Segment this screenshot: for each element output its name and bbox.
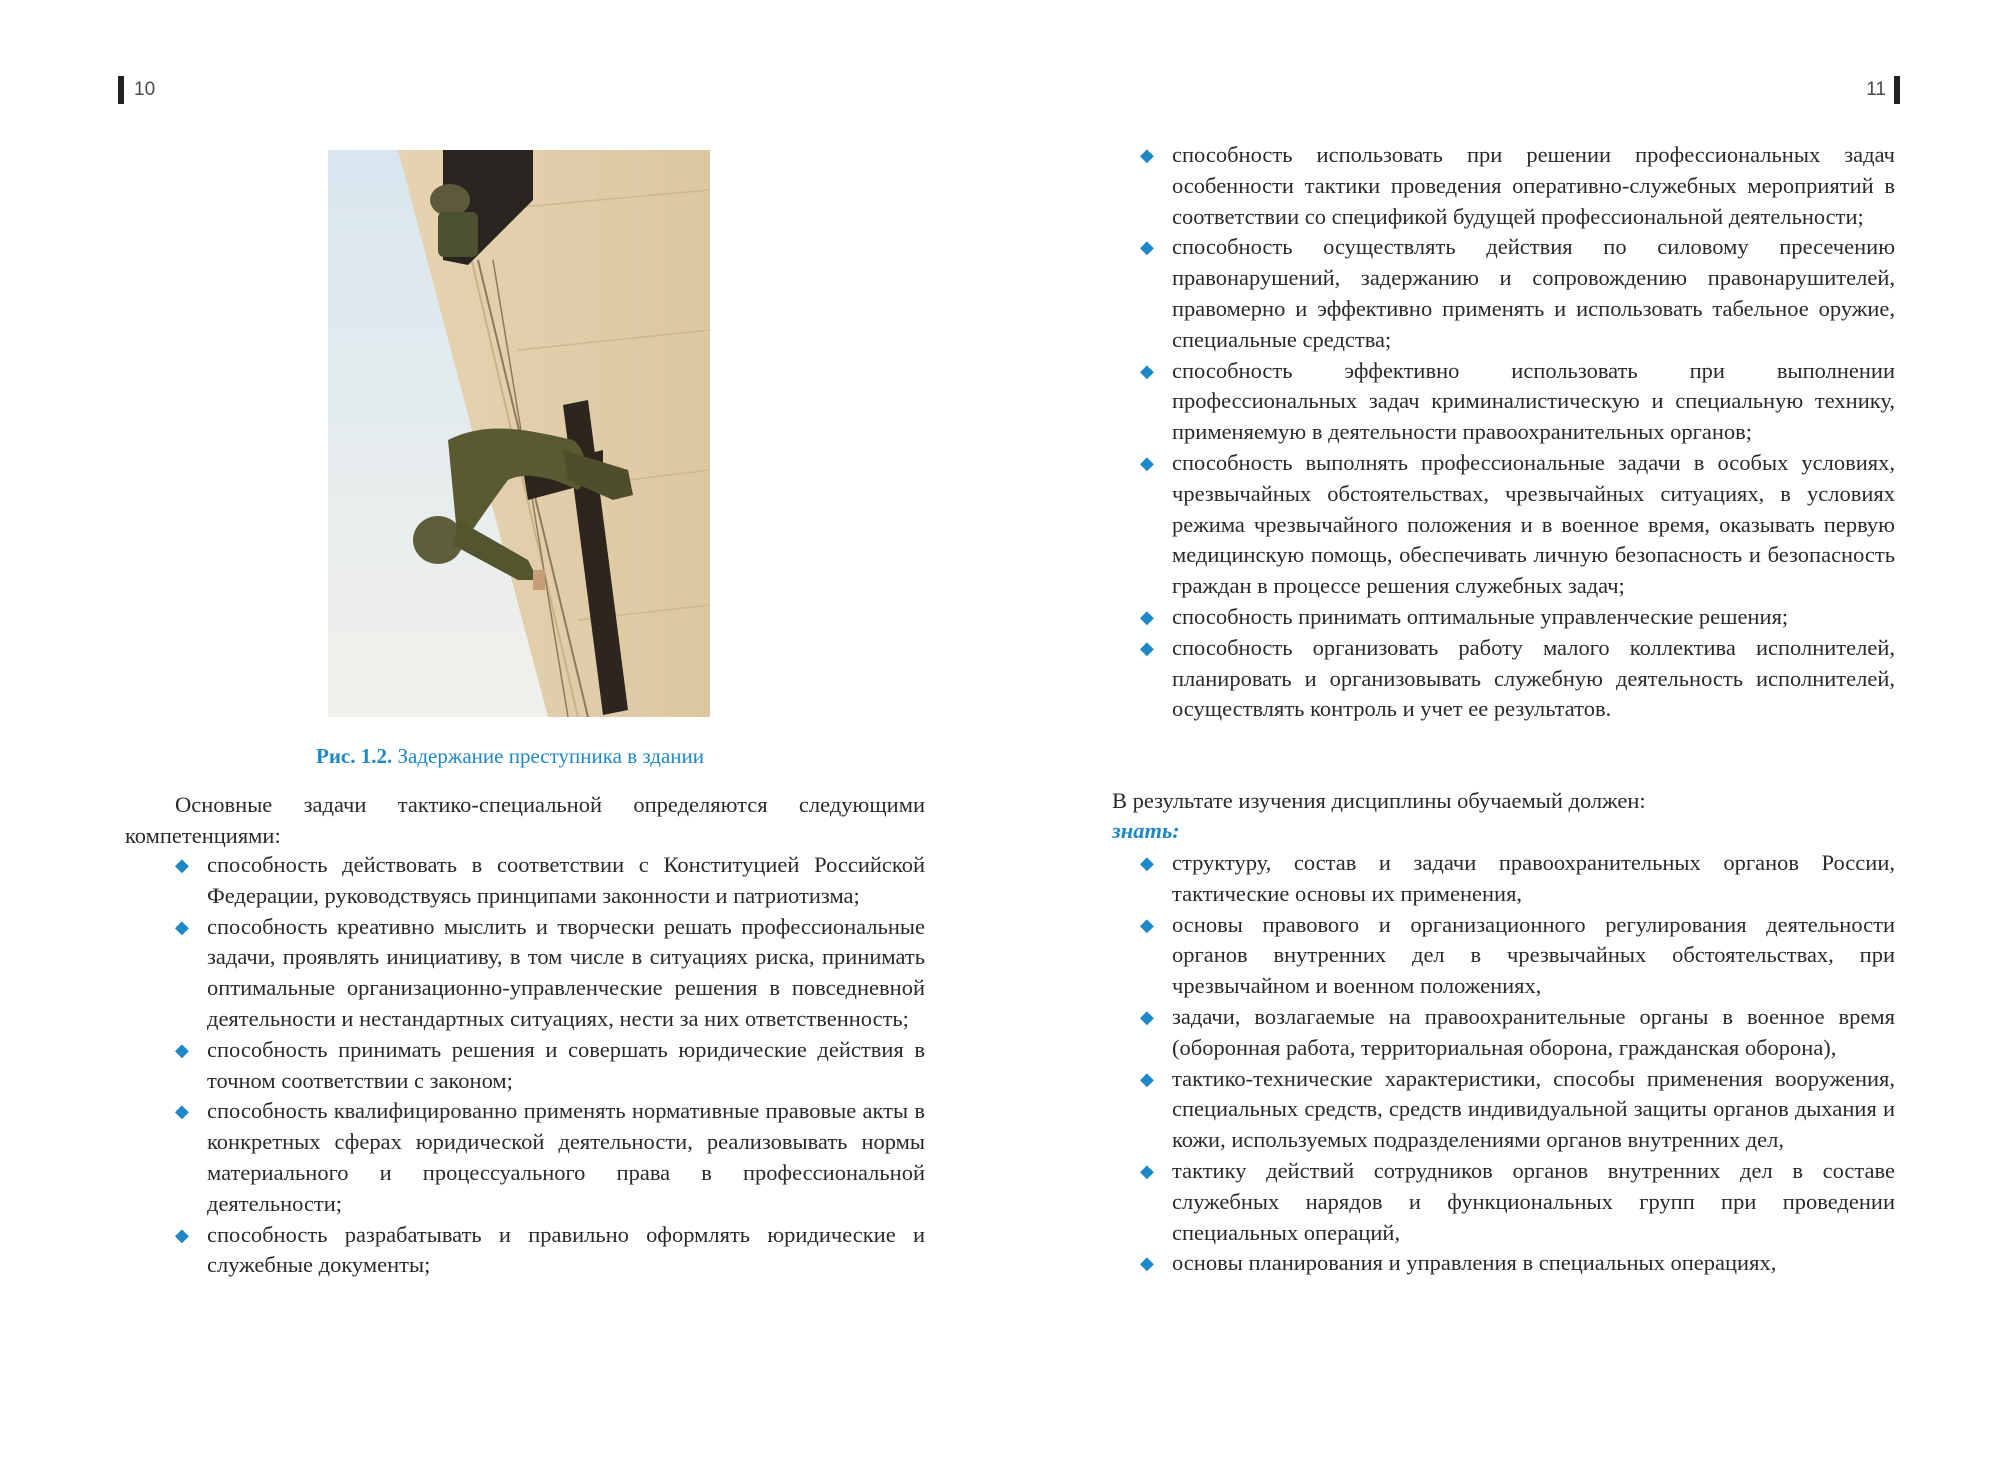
list-item: ◆ способность принимать решения и совершать юридические действия в точном соответствии с законом; bbox=[175, 1036, 925, 1093]
list-item: ◆ способность действовать в соответствии с Конституцией Российской Федерации, руководствуясь принципами законности и патриотизма; bbox=[175, 852, 925, 908]
diamond-bullet-icon: ◆ bbox=[1140, 145, 1154, 165]
page-marker-bar bbox=[118, 76, 124, 104]
diamond-bullet-icon: ◆ bbox=[175, 1101, 189, 1122]
list-item: ◆ способность организовать работу малого коллектива исполнителей, планировать и организовывать служебную деятельность исполнителей, осуществлять контроль и учет ее результатов. bbox=[1140, 634, 1895, 722]
list-item: ◆ структуру, состав и задачи правоохранительных органов России, тактические основы их применения, bbox=[1140, 850, 1895, 906]
page-number-text: 10 bbox=[134, 79, 156, 100]
diamond-bullet-icon: ◆ bbox=[1140, 853, 1154, 873]
list-item: ◆ способность креативно мыслить и творчески решать профессиональные задачи, проявлять инициативу, в том числе в ситуациях риска, принимать оптимальные организационно-управленческие решения в повседневной деятельности и нестандартных ситуациях, нести за них ответственность; bbox=[175, 913, 925, 1031]
figure-photo bbox=[328, 150, 710, 717]
list-item: ◆ способность выполнять профессиональные задачи в особых условиях, чрезвычайных обстоятельствах, чрезвычайных ситуациях, в условиях режима чрезвычайного положения и в военное время, оказывать первую медицинскую помощь, обеспечивать личную безопасность и безопасность граждан в процессе решения служебных задач; bbox=[1140, 449, 1895, 599]
diamond-bullet-icon: ◆ bbox=[175, 855, 189, 875]
diamond-bullet-icon: ◆ bbox=[1140, 637, 1154, 658]
diamond-bullet-icon: ◆ bbox=[1140, 1160, 1154, 1181]
competencies-list-left bbox=[175, 850, 925, 1281]
list-item: ◆ способность квалифицированно применять нормативные правовые акты в конкретных сферах юридической деятельности, реализовывать нормы материального и процессуального права в профессиональной деятельности; bbox=[175, 1098, 925, 1216]
page-number-left bbox=[118, 76, 155, 104]
figure-caption-text: Задержание преступника в здании bbox=[397, 744, 704, 768]
list-item: ◆ способность использовать при решении профессиональных задач особенности тактики проведения оперативно-служебных мероприятий в соответствии со спецификой будущей профессиональной деятельности; bbox=[1140, 142, 1895, 229]
diamond-bullet-icon: ◆ bbox=[1140, 360, 1154, 381]
list-item: ◆ способность разрабатывать и правильно оформлять юридические и служебные документы; bbox=[175, 1221, 925, 1278]
list-item: ◆ задачи, возлагаемые на правоохранительные органы в военное время (оборонная работа, территориальная оборона, гражданская оборона), bbox=[1140, 1003, 1895, 1060]
diamond-bullet-icon: ◆ bbox=[1140, 1253, 1154, 1274]
page-number-text: 11 bbox=[1866, 79, 1886, 100]
list-item: ◆ способность принимать оптимальные управленческие решения; bbox=[1140, 602, 1895, 633]
know-heading: знать: bbox=[1112, 818, 1180, 843]
page-marker-bar bbox=[1894, 76, 1900, 104]
list-item: ◆ способность эффективно использовать при выполнении профессиональных задач криминалистическую и специальную технику, применяемую в деятельности правоохранительных органов; bbox=[1140, 357, 1895, 445]
result-paragraph: В результате изучения дисциплины обучаемый должен: bbox=[1112, 788, 1646, 813]
diamond-bullet-icon: ◆ bbox=[1140, 606, 1154, 627]
diamond-bullet-icon: ◆ bbox=[175, 916, 189, 937]
know-list bbox=[1140, 848, 1895, 1279]
diamond-bullet-icon: ◆ bbox=[1140, 237, 1154, 258]
list-item: ◆ основы планирования и управления в специальных операциях, bbox=[1140, 1248, 1895, 1279]
diamond-bullet-icon: ◆ bbox=[175, 1224, 189, 1245]
list-item: ◆ способность осуществлять действия по силовому пресечению правонарушений, задержанию и сопровождению правонарушителей, правомерно и эффективно применять и использовать табельное оружие, специальные средства; bbox=[1140, 234, 1895, 352]
diamond-bullet-icon: ◆ bbox=[1140, 452, 1154, 473]
intro-paragraph bbox=[125, 790, 925, 852]
figure-caption bbox=[0, 744, 1000, 769]
list-item: ◆ тактику действий сотрудников органов внутренних дел в составе служебных нарядов и функциональных групп при проведении специальных операций, bbox=[1140, 1157, 1895, 1245]
diamond-bullet-icon: ◆ bbox=[1140, 1068, 1154, 1089]
rappelling-photo-illustration bbox=[328, 150, 710, 717]
list-item: ◆ тактико-технические характеристики, способы применения вооружения, специальных средств, средств индивидуальной защиты органов дыхания и кожи, используемых подразделениями органов внутренних дел, bbox=[1140, 1065, 1895, 1153]
diamond-bullet-icon: ◆ bbox=[175, 1039, 189, 1060]
diamond-bullet-icon: ◆ bbox=[1140, 1006, 1154, 1027]
page-number-right bbox=[1866, 76, 1900, 104]
competencies-list-right bbox=[1140, 140, 1895, 725]
figure-label: Рис. 1.2. bbox=[316, 744, 393, 768]
list-item: ◆ основы правового и организационного регулирования деятельности органов внутренних дел в чрезвычайных обстоятельствах, при чрезвычайном и военном положениях, bbox=[1140, 911, 1895, 999]
diamond-bullet-icon: ◆ bbox=[1140, 914, 1154, 935]
intro-text: Основные задачи тактико-специальной определяются следующими компетенциями: bbox=[125, 792, 925, 848]
